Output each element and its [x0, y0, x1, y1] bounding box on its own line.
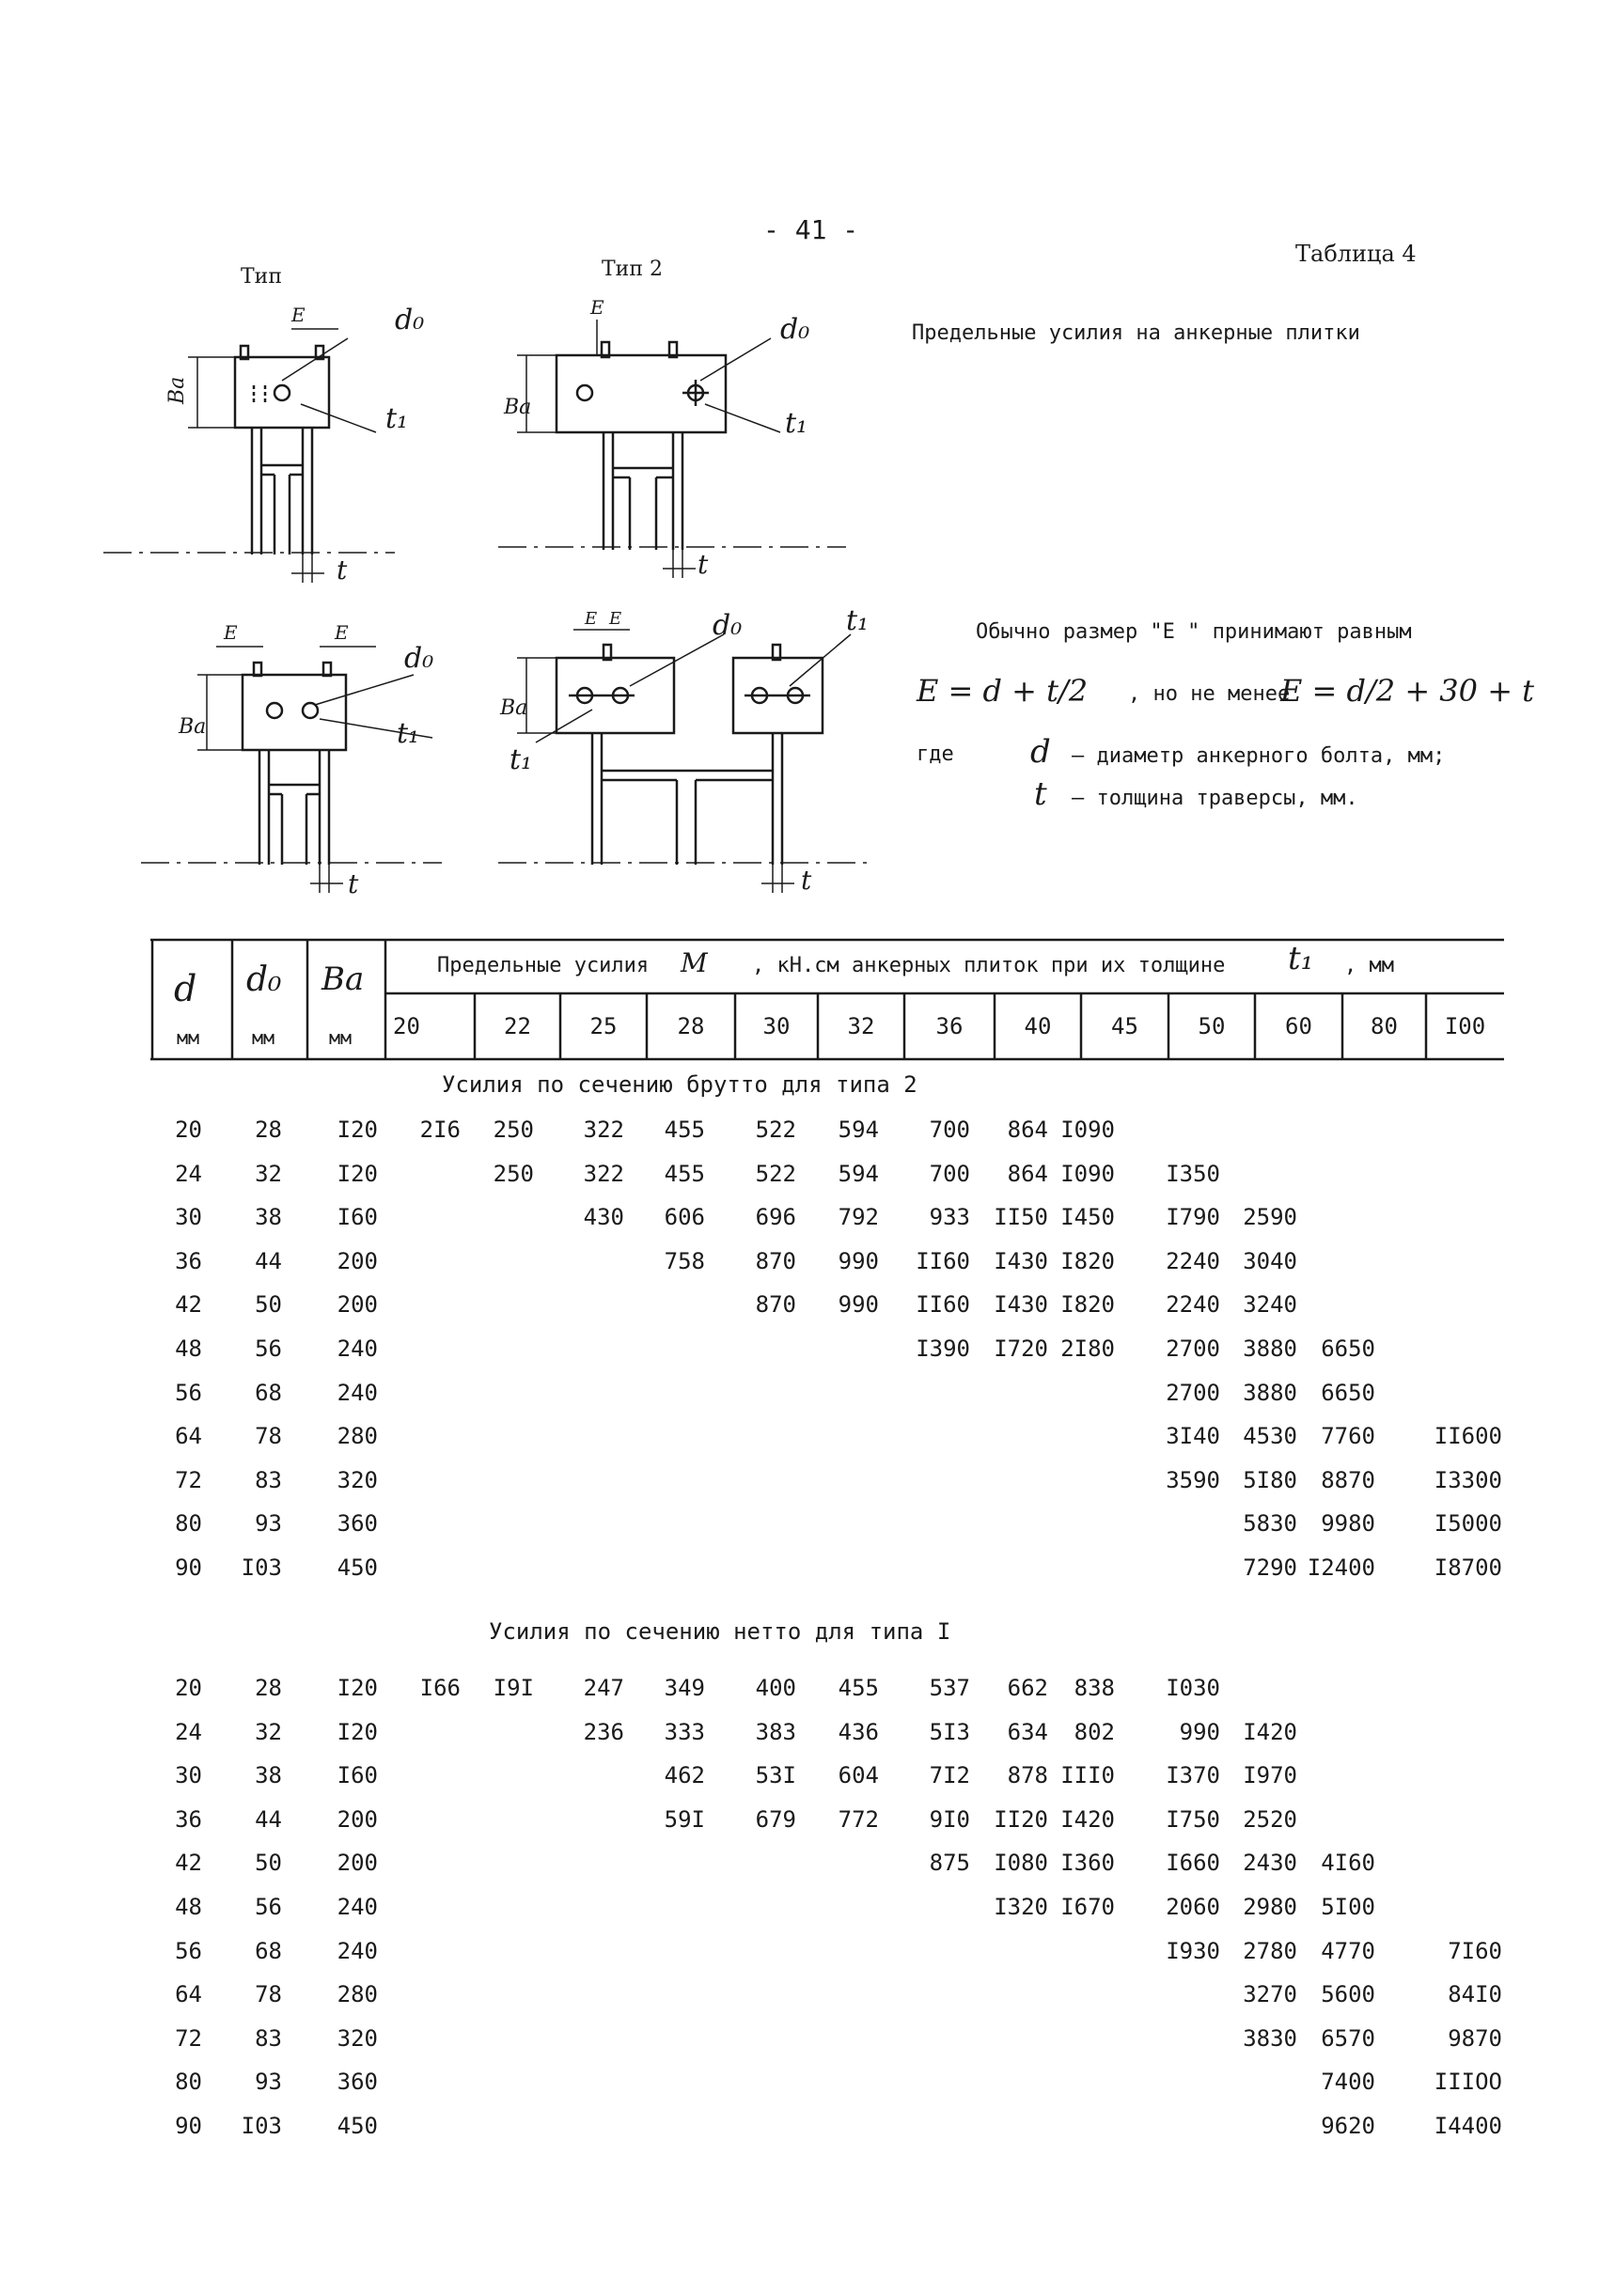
cell-value: I790	[1166, 1204, 1220, 1231]
cell-d: 48	[175, 1894, 202, 1920]
cell-d0: 68	[255, 1937, 282, 1964]
cell-ba: 200	[337, 1291, 378, 1319]
cell-ba: 450	[337, 1554, 378, 1581]
cell-value: 436	[838, 1718, 879, 1745]
cell-d0: 38	[255, 1204, 282, 1231]
cell-d0: 78	[255, 1981, 282, 2008]
cell-value: 864	[1007, 1160, 1048, 1187]
cell-d0: 56	[255, 1894, 282, 1920]
cell-ba: 450	[337, 2113, 378, 2139]
cell-value: 5830	[1243, 1510, 1297, 1538]
cell-ba: I20	[337, 1160, 378, 1187]
cell-value: 2590	[1243, 1204, 1297, 1231]
cell-value: I820	[1060, 1247, 1115, 1274]
cell-value: 3040	[1243, 1247, 1297, 1274]
cell-ba: I60	[337, 1762, 378, 1789]
cell-value: 522	[755, 1117, 796, 1143]
thickness-header-cell: 60	[1285, 1013, 1312, 1039]
note-d-symbol: d	[1030, 733, 1051, 771]
svg-text:E: E	[224, 621, 238, 644]
cell-value: 870	[755, 1291, 796, 1319]
cell-value: I820	[1060, 1291, 1115, 1319]
cell-ba: 200	[337, 1247, 378, 1274]
svg-text:E: E	[609, 609, 622, 629]
cell-d0: 93	[255, 1510, 282, 1538]
cell-value: 3I40	[1166, 1423, 1220, 1450]
cell-d0: 44	[255, 1247, 282, 1274]
svg-text:t₁: t₁	[846, 604, 870, 637]
cell-value: 5I00	[1321, 1894, 1375, 1920]
cell-value: 2700	[1166, 1335, 1220, 1362]
cell-value: 878	[1007, 1762, 1048, 1789]
cell-value: 758	[664, 1247, 705, 1274]
cell-value: 2980	[1243, 1894, 1297, 1920]
svg-text:t: t	[348, 868, 359, 899]
cell-value: 606	[664, 1204, 705, 1231]
cell-value: 4770	[1321, 1937, 1375, 1964]
cell-value: I670	[1060, 1894, 1115, 1920]
cell-value: 2520	[1243, 1805, 1297, 1833]
svg-text:E: E	[590, 296, 604, 319]
cell-d0: 32	[255, 1718, 282, 1745]
cell-ba: 280	[337, 1981, 378, 2008]
cell-value: 455	[838, 1675, 879, 1701]
cell-value: I390	[916, 1335, 970, 1362]
cell-value: I5000	[1434, 1510, 1502, 1538]
thickness-header-cell: 45	[1111, 1013, 1138, 1039]
cell-value: I320	[994, 1894, 1048, 1920]
cell-ba: 320	[337, 1466, 378, 1493]
type1-title: Тип	[241, 265, 282, 289]
cell-value: 2240	[1166, 1247, 1220, 1274]
header-unit: , мм	[1344, 954, 1394, 977]
cell-d: 20	[175, 1117, 202, 1143]
svg-text:t₁: t₁	[785, 407, 808, 440]
cell-d0: 28	[255, 1117, 282, 1143]
svg-text:E: E	[335, 621, 349, 644]
cell-value: II60	[916, 1291, 970, 1319]
cell-value: 6570	[1321, 2024, 1375, 2052]
cell-value: 462	[664, 1762, 705, 1789]
note-t-description: – толщина траверсы, мм.	[1072, 787, 1358, 810]
cell-value: 5600	[1321, 1981, 1375, 2008]
cell-value: 9980	[1321, 1510, 1375, 1538]
cell-value: 594	[838, 1117, 879, 1143]
header-main-prefix: Предельные усилия	[437, 954, 650, 977]
cell-value: 838	[1074, 1675, 1115, 1701]
cell-d0: 83	[255, 1466, 282, 1493]
cell-d0: 78	[255, 1423, 282, 1450]
table-label: Таблица 4	[1295, 241, 1417, 267]
cell-d: 20	[175, 1675, 202, 1701]
cell-value: 3880	[1243, 1379, 1297, 1406]
svg-text:d₀: d₀	[404, 642, 434, 675]
cell-value: 700	[929, 1160, 970, 1187]
cell-d0: 93	[255, 2069, 282, 2096]
cell-value: I350	[1166, 1160, 1220, 1187]
cell-d0: 50	[255, 1850, 282, 1877]
svg-text:t: t	[801, 865, 812, 896]
cell-value: 383	[755, 1718, 796, 1745]
cell-value: 5I3	[929, 1718, 970, 1745]
cell-value: I430	[994, 1291, 1048, 1319]
cell-value: 250	[493, 1160, 534, 1187]
svg-text:d₀: d₀	[395, 304, 425, 336]
cell-value: 53I	[755, 1762, 796, 1789]
cell-value: 700	[929, 1117, 970, 1143]
cell-ba: 200	[337, 1805, 378, 1833]
col-d-unit: мм	[177, 1026, 200, 1049]
cell-value: I450	[1060, 1204, 1115, 1231]
cell-ba: 360	[337, 2069, 378, 2096]
col-ba-header: Ba	[321, 961, 365, 998]
cell-d: 24	[175, 1718, 202, 1745]
cell-value: II50	[994, 1204, 1048, 1231]
note-where: где	[917, 742, 954, 766]
cell-value: 3270	[1243, 1981, 1297, 2008]
cell-ba: 360	[337, 1510, 378, 1538]
cell-value: II600	[1434, 1423, 1502, 1450]
cell-value: 870	[755, 1247, 796, 1274]
cell-d: 56	[175, 1379, 202, 1406]
cell-value: 333	[664, 1718, 705, 1745]
cell-value: 322	[583, 1117, 624, 1143]
thickness-header-cell: I00	[1444, 1013, 1486, 1039]
cell-value: 522	[755, 1160, 796, 1187]
cell-value: 604	[838, 1762, 879, 1789]
svg-text:E: E	[291, 304, 306, 326]
svg-text:t: t	[698, 549, 709, 580]
cell-value: 696	[755, 1204, 796, 1231]
cell-d: 24	[175, 1160, 202, 1187]
cell-ba: I20	[337, 1718, 378, 1745]
cell-value: 5I80	[1243, 1466, 1297, 1493]
cell-value: IIIOO	[1434, 2069, 1502, 2096]
cell-value: 3880	[1243, 1335, 1297, 1362]
thickness-header-cell: 28	[677, 1013, 705, 1039]
cell-value: 990	[1179, 1718, 1220, 1745]
thickness-header-cell: 36	[935, 1013, 964, 1039]
cell-value: 679	[755, 1805, 796, 1833]
cell-value: 864	[1007, 1117, 1048, 1143]
header-M-symbol: M	[681, 947, 708, 978]
cell-d0: I03	[241, 1554, 282, 1581]
cell-value: 990	[838, 1291, 879, 1319]
cell-value: 7400	[1321, 2069, 1375, 2096]
cell-value: 400	[755, 1675, 796, 1701]
section1-title: Усилия по сечению брутто для типа 2	[442, 1071, 917, 1098]
cell-value: 6650	[1321, 1379, 1375, 1406]
section2-title: Усилия по сечению нетто для типа I	[489, 1618, 951, 1645]
formula-main: E = d + t/2	[917, 673, 1089, 709]
note-d-description: – диаметр анкерного болта, мм;	[1072, 744, 1446, 768]
cell-d: 56	[175, 1937, 202, 1964]
cell-value: 792	[838, 1204, 879, 1231]
cell-value: I030	[1166, 1675, 1220, 1701]
svg-text:t: t	[337, 554, 348, 586]
cell-d: 64	[175, 1423, 202, 1450]
formula-separator: , но не менее	[1128, 682, 1291, 706]
cell-value: 7290	[1243, 1554, 1297, 1581]
cell-d0: 32	[255, 1160, 282, 1187]
cell-value: III0	[1060, 1762, 1115, 1789]
cell-value: I9I	[493, 1675, 534, 1701]
cell-value: I360	[1060, 1850, 1115, 1877]
cell-value: 7I60	[1448, 1937, 1502, 1964]
cell-value: 9870	[1448, 2024, 1502, 2052]
cell-d0: I03	[241, 2113, 282, 2139]
cell-value: I970	[1243, 1762, 1297, 1789]
cell-value: 3830	[1243, 2024, 1297, 2052]
cell-value: I090	[1060, 1117, 1115, 1143]
col-ba-unit: мм	[329, 1026, 353, 1049]
cell-value: I430	[994, 1247, 1048, 1274]
cell-value: II20	[994, 1805, 1048, 1833]
cell-value: 933	[929, 1204, 970, 1231]
cell-value: I420	[1243, 1718, 1297, 1745]
svg-text:d₀: d₀	[780, 313, 810, 346]
cell-value: 2700	[1166, 1379, 1220, 1406]
cell-value: 8870	[1321, 1466, 1375, 1493]
cell-value: 772	[838, 1805, 879, 1833]
cell-value: 4I60	[1321, 1850, 1375, 1877]
header-main-suffix: , кН.см анкерных плиток при их толщине	[752, 954, 1226, 977]
cell-d0: 50	[255, 1291, 282, 1319]
cell-value: I750	[1166, 1805, 1220, 1833]
table-caption: Предельные усилия на анкерные плитки	[912, 321, 1360, 345]
cell-value: 2I6	[419, 1117, 461, 1143]
cell-value: 537	[929, 1675, 970, 1701]
type2-title: Тип 2	[602, 258, 663, 281]
note-line1: Обычно размер "E " принимают равным	[976, 620, 1412, 644]
cell-value: 7I2	[929, 1762, 970, 1789]
cell-d: 42	[175, 1291, 202, 1319]
svg-text:E: E	[585, 609, 598, 629]
cell-ba: 280	[337, 1423, 378, 1450]
cell-ba: 240	[337, 1937, 378, 1964]
cell-value: 2780	[1243, 1937, 1297, 1964]
cell-value: 236	[583, 1718, 624, 1745]
cell-d0: 56	[255, 1335, 282, 1362]
cell-value: 9620	[1321, 2113, 1375, 2139]
cell-ba: 240	[337, 1379, 378, 1406]
thickness-header-cell: 22	[504, 1013, 531, 1039]
cell-d0: 68	[255, 1379, 282, 1406]
svg-text:t₁: t₁	[397, 717, 420, 750]
svg-text:Ba: Ba	[179, 715, 207, 739]
cell-value: 6650	[1321, 1335, 1375, 1362]
note-t-symbol: t	[1034, 775, 1047, 813]
cell-ba: I20	[337, 1117, 378, 1143]
thickness-header-cell: 20	[393, 1013, 420, 1039]
cell-d: 64	[175, 1981, 202, 2008]
cell-d0: 83	[255, 2024, 282, 2052]
thickness-header-cell: 32	[847, 1013, 875, 1039]
cell-value: I080	[994, 1850, 1048, 1877]
cell-value: I2400	[1307, 1554, 1375, 1581]
cell-value: 349	[664, 1675, 705, 1701]
header-t1-symbol: t₁	[1288, 940, 1314, 977]
cell-value: 802	[1074, 1718, 1115, 1745]
cell-d0: 28	[255, 1675, 282, 1701]
cell-d: 72	[175, 2024, 202, 2052]
cell-value: I370	[1166, 1762, 1220, 1789]
cell-d: 72	[175, 1466, 202, 1493]
cell-ba: 200	[337, 1850, 378, 1877]
cell-d0: 38	[255, 1762, 282, 1789]
cell-value: I3300	[1434, 1466, 1502, 1493]
cell-value: I4400	[1434, 2113, 1502, 2139]
col-d0-header: d₀	[246, 961, 282, 999]
cell-value: 322	[583, 1160, 624, 1187]
cell-value: 4530	[1243, 1423, 1297, 1450]
cell-value: 875	[929, 1850, 970, 1877]
col-d0-unit: мм	[252, 1026, 275, 1049]
cell-value: 3240	[1243, 1291, 1297, 1319]
cell-ba: 240	[337, 1894, 378, 1920]
cell-ba: I60	[337, 1204, 378, 1231]
formula-min: E = d/2 + 30 + t	[1280, 673, 1535, 709]
cell-value: I66	[419, 1675, 461, 1701]
svg-text:Ba: Ba	[500, 696, 528, 720]
cell-d0: 44	[255, 1805, 282, 1833]
page-number: - 41 -	[763, 214, 859, 245]
cell-value: I8700	[1434, 1554, 1502, 1581]
cell-d: 90	[175, 2113, 202, 2139]
cell-value: 990	[838, 1247, 879, 1274]
cell-value: 2060	[1166, 1894, 1220, 1920]
cell-value: 634	[1007, 1718, 1048, 1745]
cell-value: I660	[1166, 1850, 1220, 1877]
cell-value: 2430	[1243, 1850, 1297, 1877]
cell-value: 3590	[1166, 1466, 1220, 1493]
svg-text:Ba: Ba	[165, 376, 189, 404]
cell-value: 455	[664, 1160, 705, 1187]
cell-value: 2240	[1166, 1291, 1220, 1319]
svg-text:t₁: t₁	[509, 743, 533, 776]
thickness-header-cell: 50	[1198, 1013, 1226, 1039]
cell-d: 30	[175, 1762, 202, 1789]
thickness-header-cell: 80	[1371, 1013, 1398, 1039]
cell-value: II60	[916, 1247, 970, 1274]
cell-value: 594	[838, 1160, 879, 1187]
cell-d: 36	[175, 1805, 202, 1833]
cell-d: 48	[175, 1335, 202, 1362]
svg-text:Ba: Ba	[504, 396, 532, 419]
cell-value: 2I80	[1060, 1335, 1115, 1362]
cell-ba: I20	[337, 1675, 378, 1701]
cell-value: 9I0	[929, 1805, 970, 1833]
thickness-header-cell: 25	[589, 1013, 618, 1039]
cell-value: I720	[994, 1335, 1048, 1362]
cell-d: 30	[175, 1204, 202, 1231]
cell-ba: 320	[337, 2024, 378, 2052]
cell-d: 80	[175, 1510, 202, 1538]
cell-ba: 240	[337, 1335, 378, 1362]
cell-value: 430	[583, 1204, 624, 1231]
cell-d: 42	[175, 1850, 202, 1877]
cell-value: I090	[1060, 1160, 1115, 1187]
cell-d: 90	[175, 1554, 202, 1581]
cell-value: 7760	[1321, 1423, 1375, 1450]
thickness-header-cell: 40	[1024, 1013, 1052, 1039]
col-d-header: d	[174, 968, 197, 1009]
cell-value: 247	[583, 1675, 624, 1701]
cell-d: 80	[175, 2069, 202, 2096]
cell-value: 455	[664, 1117, 705, 1143]
thickness-header-cell: 30	[762, 1013, 791, 1039]
svg-text:t₁: t₁	[385, 402, 409, 435]
cell-d: 36	[175, 1247, 202, 1274]
cell-value: I420	[1060, 1805, 1115, 1833]
cell-value: 59I	[664, 1805, 705, 1833]
cell-value: I930	[1166, 1937, 1220, 1964]
cell-value: 250	[493, 1117, 534, 1143]
cell-value: 84I0	[1448, 1981, 1502, 2008]
svg-text:d₀: d₀	[713, 609, 743, 642]
cell-value: 662	[1007, 1675, 1048, 1701]
